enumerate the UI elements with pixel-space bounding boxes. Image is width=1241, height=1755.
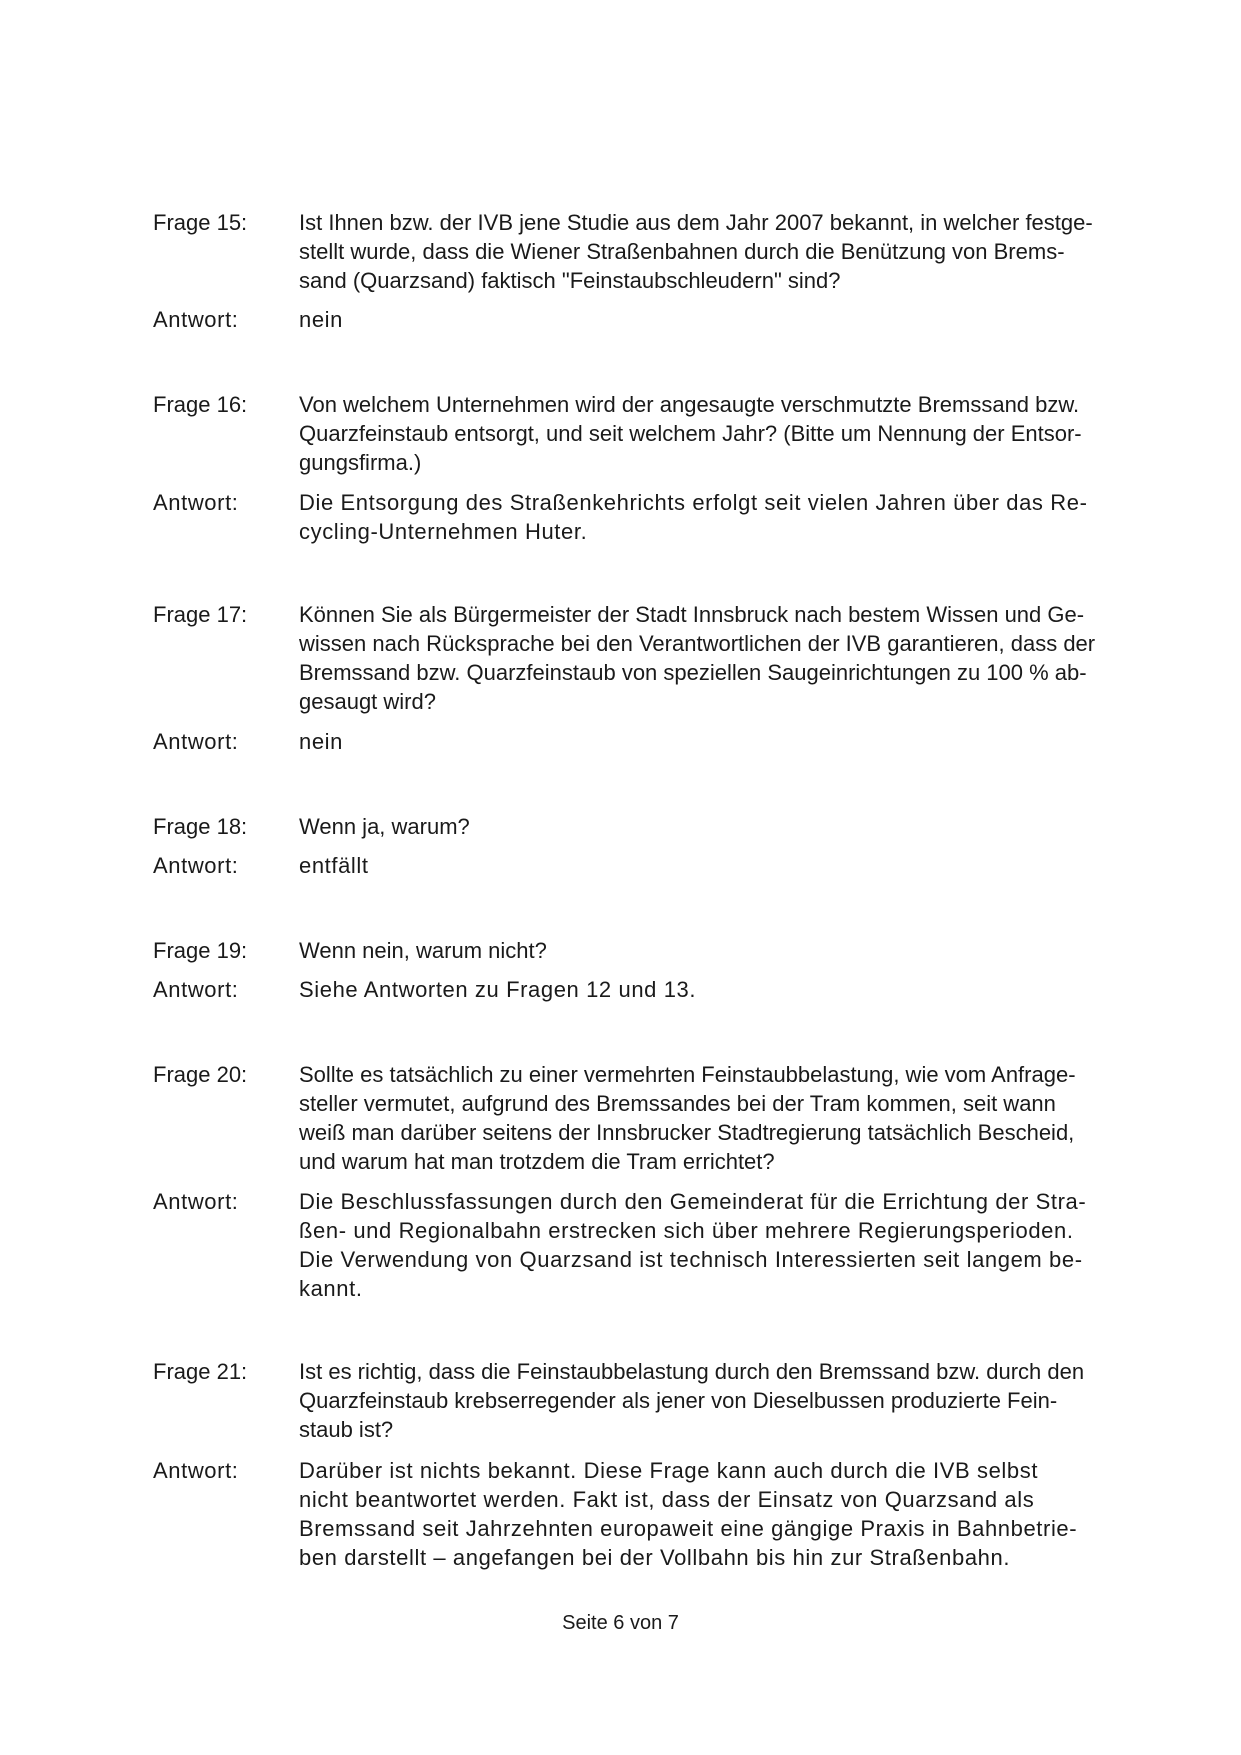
- question-text: Können Sie als Bürgermeister der Stadt Innsbruck nach bestem Wissen und Ge- wissen nach Rücksprache bei den Verantwortlichen der IVB garantieren, dass der Bremssand bzw. Quarzfeinstaub von speziellen Saugeinrichtungen zu 100 % ab- gesaugt wird?: [299, 602, 1096, 714]
- question-text: Sollte es tatsächlich zu einer vermehrten Feinstaubbelastung, wie vom Anfrage- steller vermutet, aufgrund des Bremssandes bei der Tram kommen, seit wann weiß man darüber seitens der Innsbrucker Stadtregierung tatsächlich Bescheid, und warum hat man trotzdem die Tram errichtet?: [299, 1062, 1076, 1174]
- question-text: Wenn nein, warum nicht?: [299, 938, 547, 963]
- answer-text: nein: [299, 729, 343, 754]
- answer-text: entfällt: [299, 853, 369, 878]
- answer-label: Antwort:: [153, 977, 239, 1002]
- answer-label: Antwort:: [153, 490, 239, 515]
- question-label: Frage 19:: [153, 938, 248, 963]
- question-label: Frage 16:: [153, 392, 248, 417]
- answer-label: Antwort:: [153, 307, 239, 332]
- answer-label: Antwort:: [153, 1458, 239, 1483]
- page-number: Seite 6 von 7: [562, 1612, 679, 1634]
- answer-text: Die Beschlussfassungen durch den Gemeinderat für die Errichtung der Stra- ßen- und Regionalbahn erstrecken sich über mehrere Regierungsperioden. Die Verwendung von Quarzsand ist technisch Interessierten seit langem be- kannt.: [299, 1189, 1087, 1301]
- question-label: Frage 15:: [153, 210, 248, 235]
- answer-text: Siehe Antworten zu Fragen 12 und 13.: [299, 977, 697, 1002]
- question-text: Wenn ja, warum?: [299, 814, 470, 839]
- answer-label: Antwort:: [153, 1189, 239, 1214]
- question-label: Frage 20:: [153, 1062, 248, 1087]
- answer-text: Darüber ist nichts bekannt. Diese Frage kann auch durch die IVB selbst nicht beantwortet werden. Fakt ist, dass der Einsatz von Quarzsand als Bremssand seit Jahrzehnten europaweit eine gängige Praxis in Bahnbetrie- ben darstellt – angefangen bei der Vollbahn bis hin zur Straßenbahn.: [299, 1458, 1078, 1570]
- question-text: Ist Ihnen bzw. der IVB jene Studie aus dem Jahr 2007 bekannt, in welcher festge- stellt wurde, dass die Wiener Straßenbahnen durch die Benützung von Brems- sand (Quarzsand) faktisch "Feinstaubschleudern" sind?: [299, 210, 1093, 293]
- answer-text: Die Entsorgung des Straßenkehrichts erfolgt seit vielen Jahren über das Re- cycling-Unternehmen Huter.: [299, 490, 1088, 544]
- answer-label: Antwort:: [153, 729, 239, 754]
- answer-text: nein: [299, 307, 343, 332]
- question-label: Frage 18:: [153, 814, 248, 839]
- question-text: Ist es richtig, dass die Feinstaubbelastung durch den Bremssand bzw. durch den Quarzfeinstaub krebserregender als jener von Dieselbussen produzierte Fein- staub ist?: [299, 1359, 1085, 1442]
- question-label: Frage 21:: [153, 1359, 248, 1384]
- answer-label: Antwort:: [153, 853, 239, 878]
- question-text: Von welchem Unternehmen wird der angesaugte verschmutzte Bremssand bzw. Quarzfeinstaub entsorgt, und seit welchem Jahr? (Bitte um Nennung der Entsor- gungsfirma.): [299, 392, 1082, 475]
- question-label: Frage 17:: [153, 602, 248, 627]
